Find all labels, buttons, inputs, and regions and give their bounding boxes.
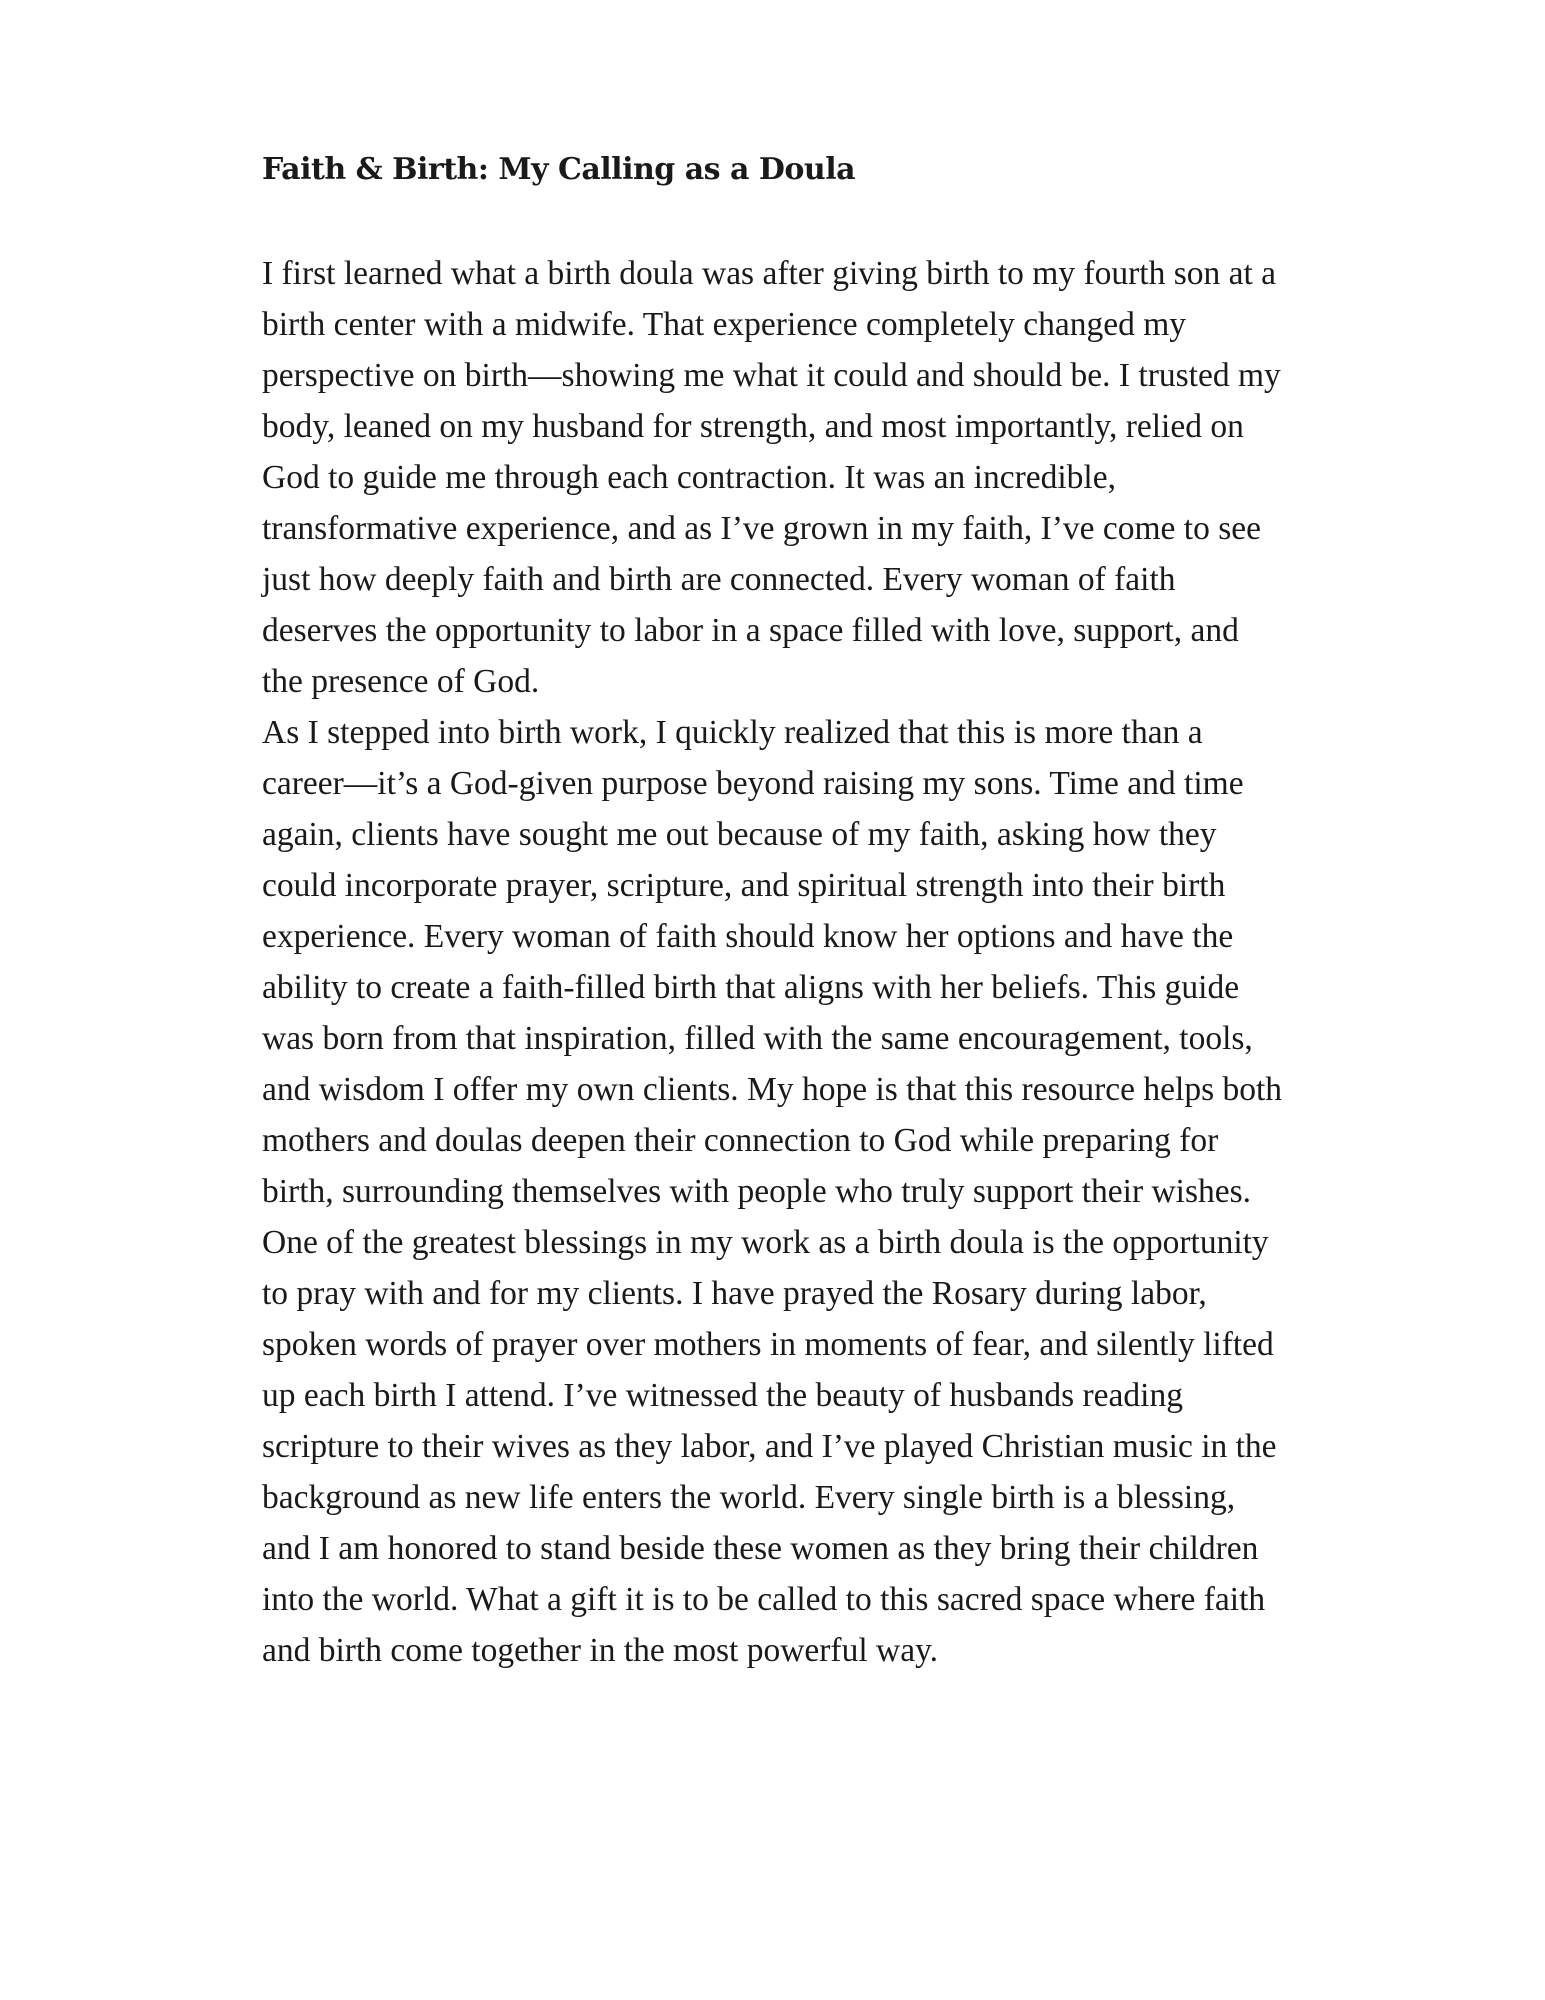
- paragraph-2: As I stepped into birth work, I quickly realized that this is more than a career—it’s a God-given purpose beyond raising my sons. Time and time again, clients have sought me out because of my faith, asking how they could incorporate prayer, scripture, and spiritual strength into their birth experience. Every woman of faith should know her options and have the ability to create a faith-filled birth that aligns with her beliefs. This guide was born from that inspiration, filled with the same encouragement, tools, and wisdom I offer my own clients. My hope is that this resource helps both mothers and doulas deepen their connection to God while preparing for birth, surrounding themselves with people who truly support their wishes.: [262, 714, 1283, 1210]
- document-page: [262, 150, 1287, 1676]
- paragraph-3: One of the greatest blessings in my work as a birth doula is the opportunity to pray with and for my clients. I have prayed the Rosary during labor, spoken words of prayer over mothers in moments of fear, and silently lifted up each birth I attend. I’ve witnessed the beauty of husbands reading scripture to their wives as they labor, and I’ve played Christian music in the background as new life enters the world. Every single birth is a blessing, and I am honored to stand beside these women as they bring their children into the world. What a gift it is to be called to this sacred space where faith and birth come together in the most powerful way.: [262, 1224, 1277, 1669]
- paragraph-1: I first learned what a birth doula was after giving birth to my fourth son at a birth center with a midwife. That experience completely changed my perspective on birth—showing me what it could and should be. I trusted my body, leaned on my husband for strength, and most importantly, relied on God to guide me through each contraction. It was an incredible, transformative experience, and as I’ve grown in my faith, I’ve come to see just how deeply faith and birth are connected. Every woman of faith deserves the opportunity to labor in a space filled with love, support, and the presence of God.: [262, 255, 1281, 700]
- document-title: Faith & Birth: My Calling as a Doula: [262, 152, 856, 187]
